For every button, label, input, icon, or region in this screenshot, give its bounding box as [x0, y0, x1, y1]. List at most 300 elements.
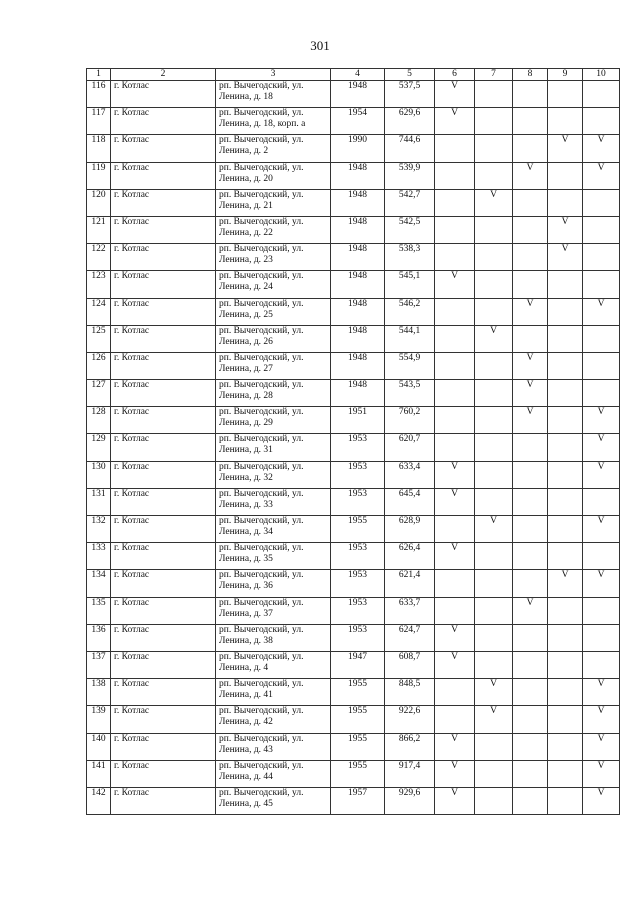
address-line-2: Ленина, д. 4 — [219, 662, 269, 673]
mark-cell-col-6 — [435, 597, 475, 624]
mark-cell-col-9 — [548, 81, 583, 108]
year-cell: 1954 — [331, 108, 385, 135]
area-cell: 929,6 — [385, 787, 435, 814]
mark-cell-col-8 — [513, 543, 548, 570]
address-line-1: рп. Вычегодский, ул. — [219, 570, 304, 581]
address-cell — [216, 298, 331, 325]
address-line-1: рп. Вычегодский, ул. — [219, 81, 304, 91]
year-cell: 1955 — [331, 706, 385, 733]
address-line-2: Ленина, д. 29 — [219, 418, 273, 429]
mark-cell-col-10: V — [583, 733, 620, 760]
mark-cell-col-8: V — [513, 407, 548, 434]
row-number: 118 — [87, 135, 111, 162]
table-row — [87, 162, 620, 189]
table-row — [87, 298, 620, 325]
mark-cell-col-9: V — [548, 216, 583, 243]
mark-cell-col-6: V — [435, 760, 475, 787]
address-line-2: Ленина, д. 18 — [219, 92, 273, 102]
area-cell: 744,6 — [385, 135, 435, 162]
city-cell: г. Котлас — [111, 162, 216, 189]
address-cell — [216, 543, 331, 570]
mark-cell-col-6 — [435, 325, 475, 352]
table-header — [87, 69, 620, 81]
mark-cell-col-10 — [583, 651, 620, 678]
address-line-2: Ленина, д. 35 — [219, 554, 273, 565]
address-line-2: Ленина, д. 26 — [219, 336, 273, 347]
year-cell: 1948 — [331, 189, 385, 216]
column-header-1: 1 — [87, 69, 111, 81]
mark-cell-col-8 — [513, 651, 548, 678]
area-cell: 545,1 — [385, 271, 435, 298]
year-cell: 1955 — [331, 679, 385, 706]
mark-cell-col-7 — [475, 733, 513, 760]
city-cell: г. Котлас — [111, 380, 216, 407]
mark-cell-col-9 — [548, 271, 583, 298]
mark-cell-col-6 — [435, 516, 475, 543]
year-cell: 1953 — [331, 488, 385, 515]
mark-cell-col-9 — [548, 733, 583, 760]
table-row — [87, 244, 620, 271]
address-line-1: рп. Вычегодский, ул. — [219, 352, 304, 363]
year-cell: 1955 — [331, 760, 385, 787]
column-header-4: 4 — [331, 69, 385, 81]
column-header-8: 8 — [513, 69, 548, 81]
mark-cell-col-9: V — [548, 570, 583, 597]
address-cell — [216, 189, 331, 216]
table-row — [87, 706, 620, 733]
mark-cell-col-8 — [513, 325, 548, 352]
area-cell: 608,7 — [385, 651, 435, 678]
housing-registry-table — [86, 68, 620, 815]
row-number: 130 — [87, 461, 111, 488]
area-cell: 633,4 — [385, 461, 435, 488]
address-cell — [216, 108, 331, 135]
year-cell: 1948 — [331, 81, 385, 108]
address-line-2: Ленина, д. 20 — [219, 173, 273, 184]
address-line-1: рп. Вычегодский, ул. — [219, 189, 304, 200]
city-cell: г. Котлас — [111, 651, 216, 678]
address-cell — [216, 760, 331, 787]
table-row — [87, 352, 620, 379]
table-row — [87, 461, 620, 488]
city-cell: г. Котлас — [111, 570, 216, 597]
address-cell — [216, 597, 331, 624]
year-cell: 1990 — [331, 135, 385, 162]
address-line-2: Ленина, д. 42 — [219, 717, 273, 728]
address-line-1: рп. Вычегодский, ул. — [219, 488, 304, 499]
column-header-9: 9 — [548, 69, 583, 81]
address-line-1: рп. Вычегодский, ул. — [219, 733, 304, 744]
address-cell — [216, 352, 331, 379]
mark-cell-col-10: V — [583, 787, 620, 814]
mark-cell-col-8 — [513, 216, 548, 243]
area-cell: 544,1 — [385, 325, 435, 352]
address-cell — [216, 407, 331, 434]
year-cell: 1957 — [331, 787, 385, 814]
table-row — [87, 570, 620, 597]
address-cell — [216, 570, 331, 597]
year-cell: 1955 — [331, 516, 385, 543]
table-row — [87, 543, 620, 570]
mark-cell-col-7 — [475, 407, 513, 434]
mark-cell-col-9 — [548, 706, 583, 733]
table-row — [87, 271, 620, 298]
address-line-2: Ленина, д. 34 — [219, 527, 273, 537]
year-cell: 1951 — [331, 407, 385, 434]
mark-cell-col-8 — [513, 488, 548, 515]
address-cell — [216, 679, 331, 706]
mark-cell-col-10: V — [583, 760, 620, 787]
table-row — [87, 597, 620, 624]
area-cell: 629,6 — [385, 108, 435, 135]
address-line-1: рп. Вычегодский, ул. — [219, 216, 304, 227]
city-cell: г. Котлас — [111, 135, 216, 162]
table-row — [87, 407, 620, 434]
address-line-1: рп. Вычегодский, ул. — [219, 787, 304, 798]
address-line-1: рп. Вычегодский, ул. — [219, 244, 304, 255]
mark-cell-col-6 — [435, 380, 475, 407]
year-cell: 1948 — [331, 325, 385, 352]
mark-cell-col-7 — [475, 135, 513, 162]
address-cell — [216, 516, 331, 543]
city-cell: г. Котлас — [111, 733, 216, 760]
city-cell: г. Котлас — [111, 461, 216, 488]
row-number: 139 — [87, 706, 111, 733]
mark-cell-col-8: V — [513, 352, 548, 379]
mark-cell-col-6: V — [435, 651, 475, 678]
area-cell: 633,7 — [385, 597, 435, 624]
table-row — [87, 81, 620, 108]
city-cell: г. Котлас — [111, 325, 216, 352]
mark-cell-col-10: V — [583, 135, 620, 162]
mark-cell-col-10 — [583, 597, 620, 624]
area-cell: 539,9 — [385, 162, 435, 189]
row-number: 128 — [87, 407, 111, 434]
address-line-2: Ленина, д. 41 — [219, 690, 273, 701]
mark-cell-col-7 — [475, 624, 513, 651]
mark-cell-col-6: V — [435, 543, 475, 570]
address-line-1: рп. Вычегодский, ул. — [219, 461, 304, 472]
address-cell — [216, 244, 331, 271]
city-cell: г. Котлас — [111, 407, 216, 434]
area-cell: 554,9 — [385, 352, 435, 379]
mark-cell-col-7 — [475, 543, 513, 570]
mark-cell-col-7 — [475, 461, 513, 488]
table-row — [87, 135, 620, 162]
row-number: 138 — [87, 679, 111, 706]
mark-cell-col-10: V — [583, 679, 620, 706]
column-header-7: 7 — [475, 69, 513, 81]
mark-cell-col-8: V — [513, 597, 548, 624]
city-cell: г. Котлас — [111, 434, 216, 461]
mark-cell-col-8 — [513, 516, 548, 543]
mark-cell-col-10 — [583, 271, 620, 298]
row-number: 124 — [87, 298, 111, 325]
mark-cell-col-8 — [513, 108, 548, 135]
mark-cell-col-10 — [583, 325, 620, 352]
address-line-1: рп. Вычегодский, ул. — [219, 108, 304, 119]
address-line-2: Ленина, д. 31 — [219, 445, 273, 456]
city-cell: г. Котлас — [111, 624, 216, 651]
mark-cell-col-6: V — [435, 108, 475, 135]
area-cell: 542,5 — [385, 216, 435, 243]
mark-cell-col-6: V — [435, 461, 475, 488]
address-cell — [216, 706, 331, 733]
address-line-2: Ленина, д. 18, корп. а — [219, 119, 306, 130]
address-line-1: рп. Вычегодский, ул. — [219, 651, 304, 662]
area-cell: 645,4 — [385, 488, 435, 515]
address-line-1: рп. Вычегодский, ул. — [219, 325, 304, 336]
mark-cell-col-10 — [583, 81, 620, 108]
mark-cell-col-8 — [513, 81, 548, 108]
mark-cell-col-10 — [583, 488, 620, 515]
address-line-2: Ленина, д. 37 — [219, 608, 273, 619]
city-cell: г. Котлас — [111, 108, 216, 135]
mark-cell-col-7 — [475, 380, 513, 407]
mark-cell-col-7 — [475, 488, 513, 515]
city-cell: г. Котлас — [111, 787, 216, 814]
mark-cell-col-6: V — [435, 787, 475, 814]
year-cell: 1948 — [331, 352, 385, 379]
mark-cell-col-10 — [583, 543, 620, 570]
mark-cell-col-8 — [513, 624, 548, 651]
address-cell — [216, 325, 331, 352]
mark-cell-col-6 — [435, 216, 475, 243]
mark-cell-col-6: V — [435, 488, 475, 515]
mark-cell-col-6: V — [435, 271, 475, 298]
mark-cell-col-8 — [513, 679, 548, 706]
table-row — [87, 434, 620, 461]
mark-cell-col-8 — [513, 461, 548, 488]
address-line-1: рп. Вычегодский, ул. — [219, 624, 304, 635]
address-line-2: Ленина, д. 38 — [219, 635, 273, 646]
address-cell — [216, 488, 331, 515]
mark-cell-col-8 — [513, 787, 548, 814]
mark-cell-col-10 — [583, 380, 620, 407]
mark-cell-col-8: V — [513, 298, 548, 325]
mark-cell-col-9 — [548, 434, 583, 461]
year-cell: 1948 — [331, 271, 385, 298]
mark-cell-col-9 — [548, 679, 583, 706]
mark-cell-col-10: V — [583, 706, 620, 733]
mark-cell-col-6 — [435, 135, 475, 162]
city-cell: г. Котлас — [111, 597, 216, 624]
area-cell: 866,2 — [385, 733, 435, 760]
area-cell: 620,7 — [385, 434, 435, 461]
address-line-2: Ленина, д. 45 — [219, 798, 273, 809]
mark-cell-col-9 — [548, 488, 583, 515]
row-number: 132 — [87, 516, 111, 543]
address-line-1: рп. Вычегодский, ул. — [219, 135, 304, 146]
column-header-10: 10 — [583, 69, 620, 81]
year-cell: 1947 — [331, 651, 385, 678]
row-number: 137 — [87, 651, 111, 678]
table-row — [87, 516, 620, 543]
address-line-1: рп. Вычегодский, ул. — [219, 516, 304, 526]
mark-cell-col-10: V — [583, 516, 620, 543]
address-line-1: рп. Вычегодский, ул. — [219, 706, 304, 717]
mark-cell-col-8: V — [513, 162, 548, 189]
address-line-2: Ленина, д. 25 — [219, 309, 273, 320]
mark-cell-col-10: V — [583, 434, 620, 461]
mark-cell-col-10: V — [583, 570, 620, 597]
area-cell: 626,4 — [385, 543, 435, 570]
mark-cell-col-7 — [475, 271, 513, 298]
address-line-2: Ленина, д. 33 — [219, 499, 273, 510]
mark-cell-col-9: V — [548, 244, 583, 271]
mark-cell-col-7 — [475, 434, 513, 461]
table-row — [87, 380, 620, 407]
column-header-5: 5 — [385, 69, 435, 81]
column-header-2: 2 — [111, 69, 216, 81]
mark-cell-col-10: V — [583, 298, 620, 325]
table-body — [87, 81, 620, 815]
mark-cell-col-9 — [548, 108, 583, 135]
mark-cell-col-6 — [435, 162, 475, 189]
year-cell: 1953 — [331, 543, 385, 570]
table-row — [87, 733, 620, 760]
address-cell — [216, 271, 331, 298]
city-cell: г. Котлас — [111, 298, 216, 325]
mark-cell-col-7 — [475, 216, 513, 243]
mark-cell-col-6 — [435, 407, 475, 434]
address-cell — [216, 733, 331, 760]
address-line-1: рп. Вычегодский, ул. — [219, 597, 304, 608]
mark-cell-col-9 — [548, 760, 583, 787]
address-cell — [216, 624, 331, 651]
mark-cell-col-10 — [583, 216, 620, 243]
year-cell: 1953 — [331, 624, 385, 651]
mark-cell-col-7 — [475, 108, 513, 135]
city-cell: г. Котлас — [111, 244, 216, 271]
row-number: 122 — [87, 244, 111, 271]
row-number: 136 — [87, 624, 111, 651]
mark-cell-col-6: V — [435, 81, 475, 108]
address-cell — [216, 162, 331, 189]
mark-cell-col-9 — [548, 516, 583, 543]
mark-cell-col-7: V — [475, 706, 513, 733]
area-cell: 760,2 — [385, 407, 435, 434]
page-number: 301 — [310, 38, 330, 53]
year-cell: 1955 — [331, 733, 385, 760]
row-number: 120 — [87, 189, 111, 216]
mark-cell-col-8 — [513, 244, 548, 271]
mark-cell-col-8 — [513, 760, 548, 787]
mark-cell-col-8 — [513, 434, 548, 461]
mark-cell-col-7 — [475, 760, 513, 787]
mark-cell-col-9 — [548, 162, 583, 189]
mark-cell-col-7 — [475, 244, 513, 271]
mark-cell-col-7 — [475, 81, 513, 108]
year-cell: 1953 — [331, 434, 385, 461]
row-number: 141 — [87, 760, 111, 787]
address-line-2: Ленина, д. 2 — [219, 146, 269, 157]
mark-cell-col-10: V — [583, 162, 620, 189]
row-number: 127 — [87, 380, 111, 407]
mark-cell-col-9 — [548, 543, 583, 570]
mark-cell-col-7 — [475, 597, 513, 624]
address-line-1: рп. Вычегодский, ул. — [219, 380, 304, 391]
mark-cell-col-8 — [513, 189, 548, 216]
address-cell — [216, 461, 331, 488]
mark-cell-col-6 — [435, 434, 475, 461]
city-cell: г. Котлас — [111, 488, 216, 515]
area-cell: 624,7 — [385, 624, 435, 651]
address-line-2: Ленина, д. 28 — [219, 391, 273, 402]
column-header-6: 6 — [435, 69, 475, 81]
row-number: 135 — [87, 597, 111, 624]
mark-cell-col-9 — [548, 352, 583, 379]
address-line-2: Ленина, д. 36 — [219, 581, 273, 592]
header-row — [87, 69, 620, 81]
table-row — [87, 624, 620, 651]
city-cell: г. Котлас — [111, 516, 216, 543]
city-cell: г. Котлас — [111, 679, 216, 706]
table-row — [87, 679, 620, 706]
address-line-1: рп. Вычегодский, ул. — [219, 298, 304, 309]
table-row — [87, 651, 620, 678]
row-number: 125 — [87, 325, 111, 352]
mark-cell-col-6 — [435, 298, 475, 325]
mark-cell-col-7 — [475, 570, 513, 597]
row-number: 123 — [87, 271, 111, 298]
table-row — [87, 108, 620, 135]
mark-cell-col-8 — [513, 733, 548, 760]
mark-cell-col-7: V — [475, 325, 513, 352]
row-number: 142 — [87, 787, 111, 814]
area-cell: 848,5 — [385, 679, 435, 706]
address-line-2: Ленина, д. 32 — [219, 472, 273, 483]
mark-cell-col-8 — [513, 271, 548, 298]
city-cell: г. Котлас — [111, 216, 216, 243]
address-line-2: Ленина, д. 22 — [219, 227, 273, 238]
row-number: 126 — [87, 352, 111, 379]
row-number: 140 — [87, 733, 111, 760]
year-cell: 1948 — [331, 244, 385, 271]
city-cell: г. Котлас — [111, 760, 216, 787]
city-cell: г. Котлас — [111, 271, 216, 298]
address-line-2: Ленина, д. 27 — [219, 363, 273, 374]
mark-cell-col-10 — [583, 108, 620, 135]
address-line-2: Ленина, д. 44 — [219, 771, 273, 782]
year-cell: 1953 — [331, 461, 385, 488]
mark-cell-col-7: V — [475, 516, 513, 543]
mark-cell-col-8: V — [513, 380, 548, 407]
area-cell: 922,6 — [385, 706, 435, 733]
mark-cell-col-9 — [548, 787, 583, 814]
mark-cell-col-8 — [513, 135, 548, 162]
mark-cell-col-9 — [548, 407, 583, 434]
year-cell: 1948 — [331, 298, 385, 325]
mark-cell-col-10 — [583, 244, 620, 271]
table-row — [87, 760, 620, 787]
mark-cell-col-9 — [548, 461, 583, 488]
mark-cell-col-9 — [548, 380, 583, 407]
table-row — [87, 216, 620, 243]
year-cell: 1953 — [331, 597, 385, 624]
area-cell: 543,5 — [385, 380, 435, 407]
address-cell — [216, 787, 331, 814]
address-cell — [216, 81, 331, 108]
row-number: 117 — [87, 108, 111, 135]
mark-cell-col-7: V — [475, 679, 513, 706]
year-cell: 1953 — [331, 570, 385, 597]
area-cell: 917,4 — [385, 760, 435, 787]
city-cell: г. Котлас — [111, 189, 216, 216]
address-cell — [216, 216, 331, 243]
mark-cell-col-9 — [548, 298, 583, 325]
address-line-1: рп. Вычегодский, ул. — [219, 679, 304, 690]
